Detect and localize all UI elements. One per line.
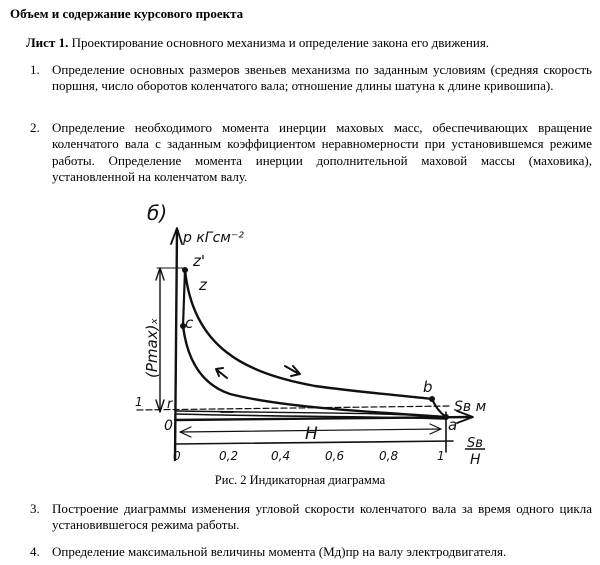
list-item-text: Определение основных размеров звеньев механизма по заданным условиям (средняя скорость поршня, число оборотов коленчатого вала; отношение длины шатуна к длине кривошипа). <box>52 62 592 94</box>
ratio-label-den: H <box>470 452 481 468</box>
tick-label: 0,4 <box>271 449 291 463</box>
point-label-z1: z' <box>193 252 205 270</box>
point-label-o: 0 <box>164 418 173 434</box>
point-label-c: c <box>185 314 194 332</box>
baseline-line <box>137 406 450 410</box>
list-item <box>30 501 592 534</box>
sheet-label: Лист 1. <box>26 35 69 50</box>
y-axis-label: p кГсм⁻² <box>183 230 244 246</box>
tick-label: 0,8 <box>379 449 399 463</box>
compression-curve <box>183 326 446 417</box>
point-label-a: a <box>448 416 458 434</box>
list-item-text: Построение диаграммы изменения угловой скорости коленчатого вала за время одного цикла установившегося режима работы. <box>52 501 592 533</box>
tick-label: 0,2 <box>219 449 239 463</box>
panel-label: б) <box>147 201 168 225</box>
list-item-number: 4. <box>30 544 40 559</box>
list-item-number: 1. <box>30 62 40 77</box>
list-item <box>30 544 592 560</box>
sheet-text: Проектирование основного механизма и определение закона его движения. <box>71 35 490 50</box>
stroke-label: H <box>305 424 318 444</box>
baseline-label: 1 <box>135 395 143 409</box>
tick-label: 1 <box>437 449 445 463</box>
ratio-label-num: Sв <box>467 436 483 451</box>
list-item <box>30 120 592 185</box>
list-item-text: Определение необходимого момента инерции маховых масс, обеспечивающих вращение коленчатого вала с заданным коэффициентом неравномерности при установившемся режиме работы. Определение момента инерции дополнительной маховой массы (маховика), установленной на коленчатом валу. <box>52 120 592 184</box>
list-item-number: 3. <box>30 501 40 516</box>
indicator-diagram <box>135 198 505 470</box>
point-label-b: b <box>423 378 433 396</box>
sheet-heading <box>26 35 489 51</box>
tick-label: 0,6 <box>325 449 345 463</box>
page-title: Объем и содержание курсового проекта <box>10 6 244 21</box>
list-item-text: Определение максимальной величины момента (Mд)пр на валу электродвигателя. <box>52 544 507 559</box>
list-item <box>30 62 592 95</box>
point-label-z: z <box>199 276 207 294</box>
x-axis-label: Sв м <box>454 399 487 415</box>
figure-caption: Рис. 2 Индикаторная диаграмма <box>214 473 386 487</box>
list-item-number: 2. <box>30 120 40 135</box>
tick-label: 0 <box>173 449 181 463</box>
pmax-label: (Pmax)ₓ <box>143 317 161 378</box>
exhaust-curve <box>432 399 446 417</box>
expansion-curve <box>185 270 432 399</box>
point-label-r: r <box>167 397 173 412</box>
